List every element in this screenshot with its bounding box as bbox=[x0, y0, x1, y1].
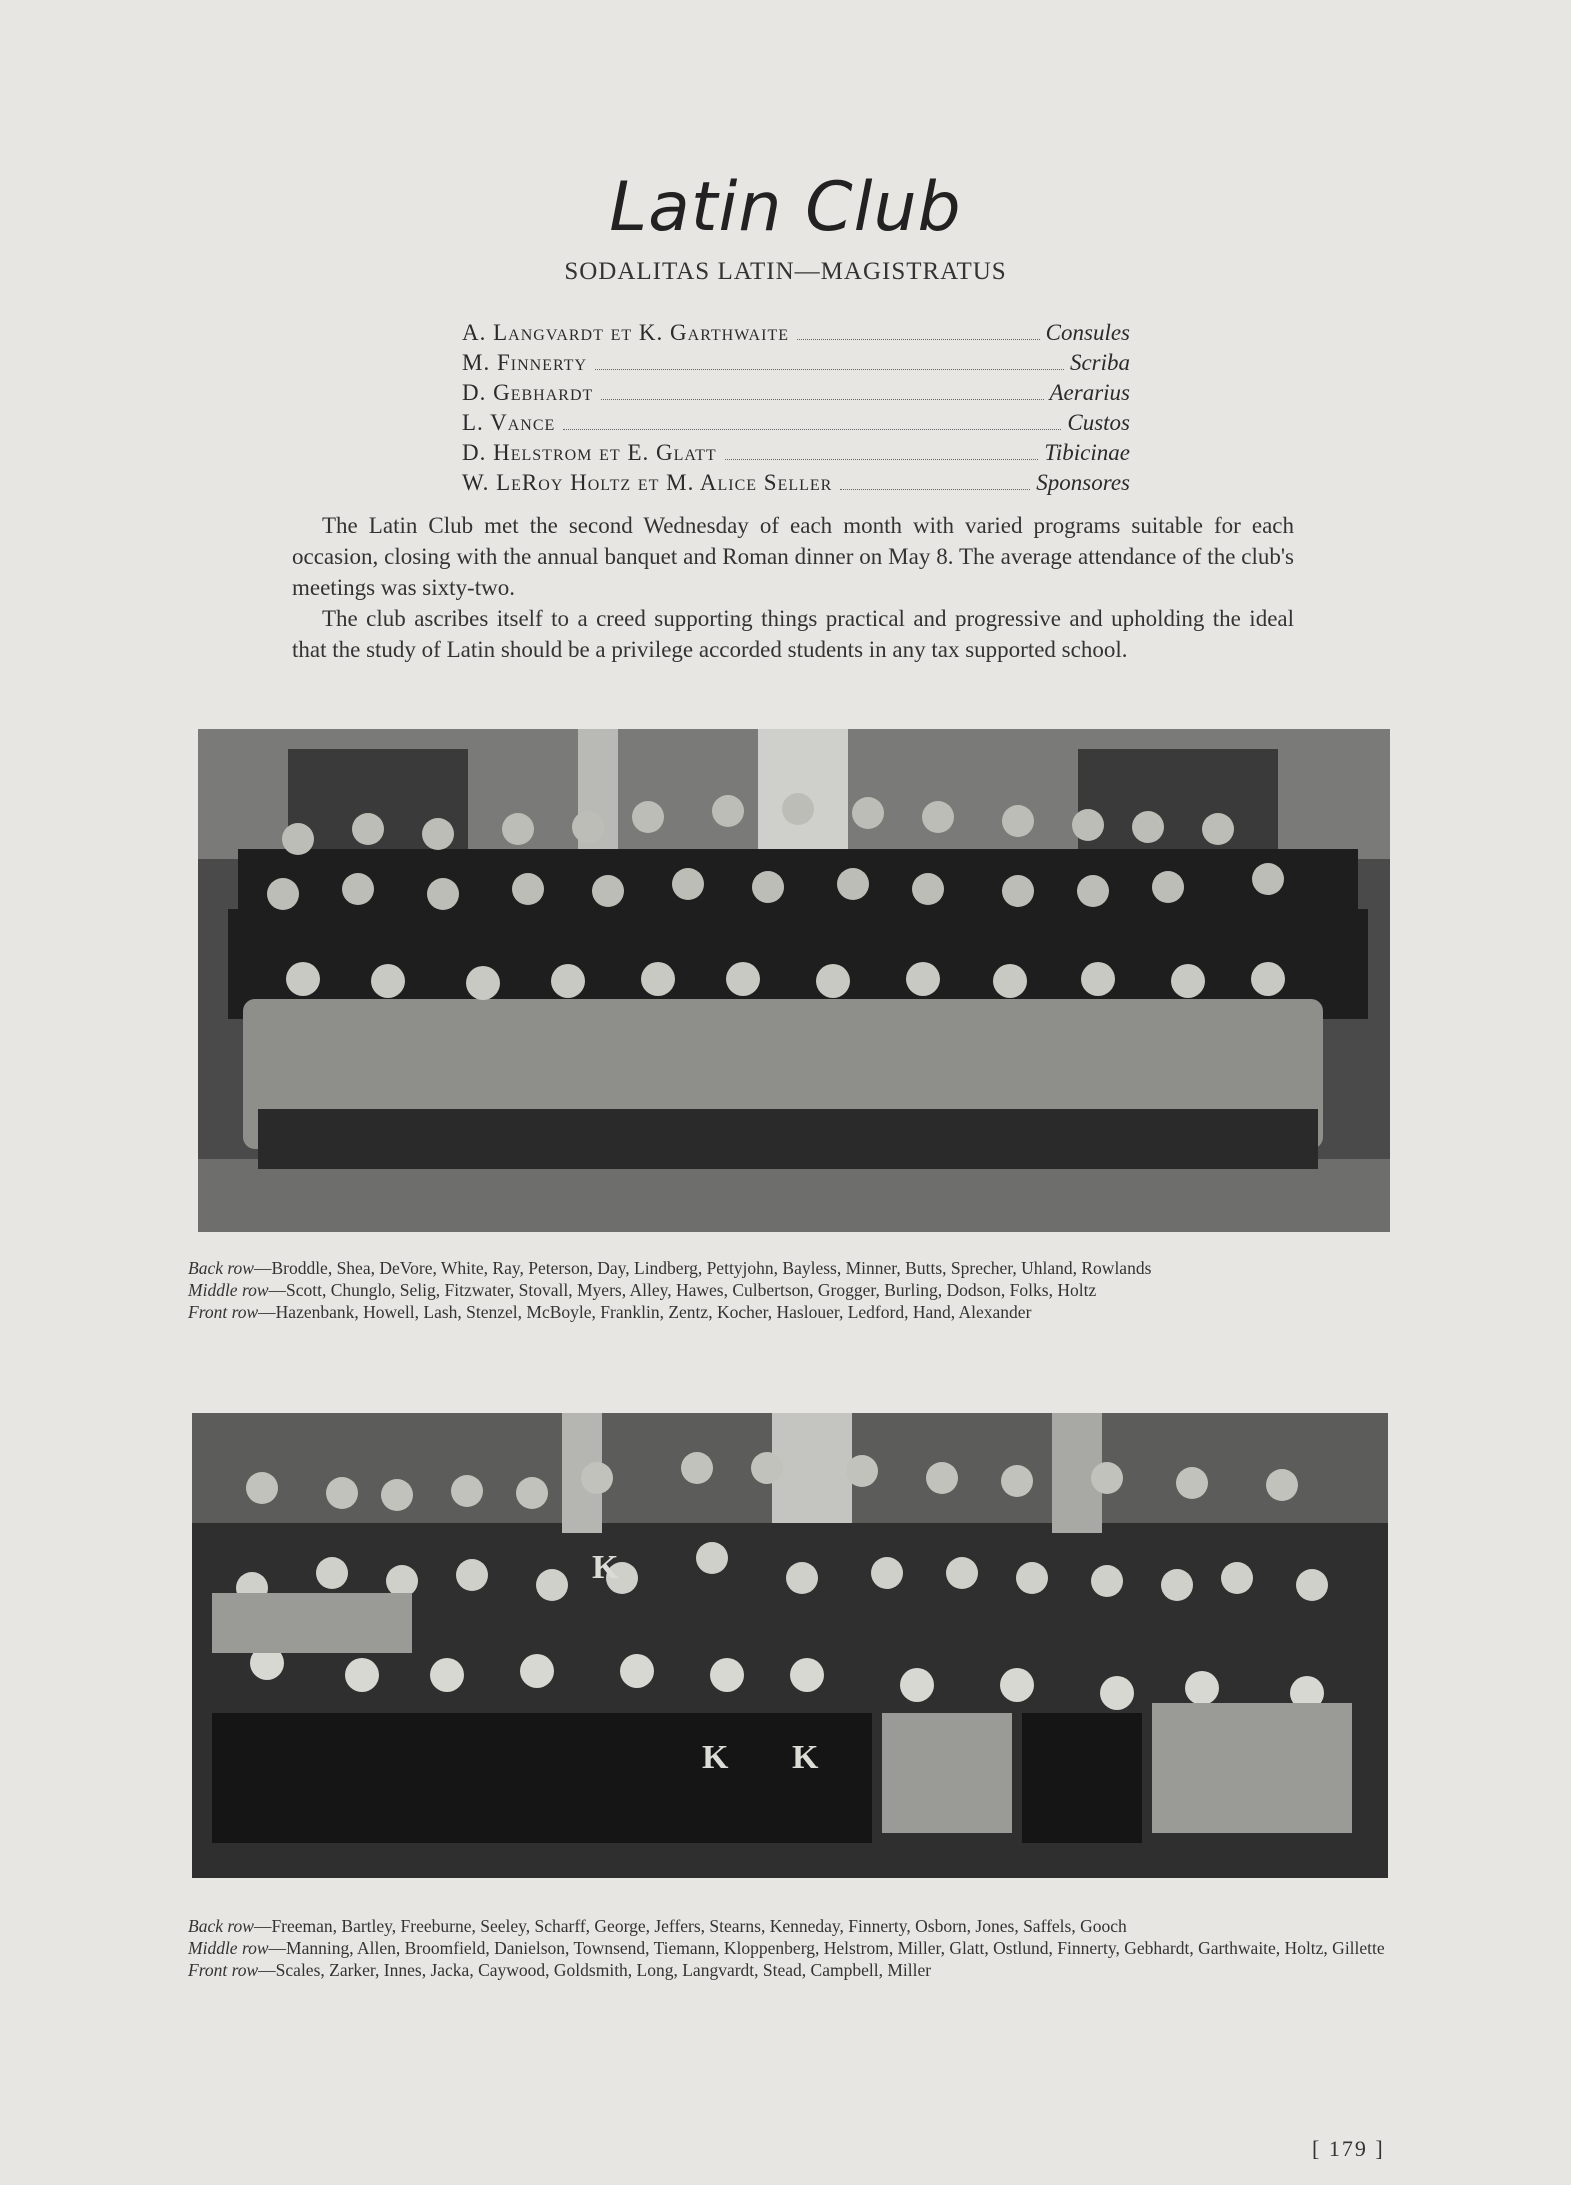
row-label: Front row bbox=[188, 1302, 259, 1322]
photo-2-caption bbox=[188, 1915, 1394, 1981]
row-label: Back row bbox=[188, 1916, 254, 1936]
officer-role: Aerarius bbox=[1049, 380, 1130, 405]
club-description bbox=[292, 510, 1294, 665]
dot-leader bbox=[797, 339, 1040, 340]
row-label: Middle row bbox=[188, 1938, 269, 1958]
officer-name: L. Vance bbox=[462, 410, 556, 435]
row-names: —Manning, Allen, Broomfield, Danielson, Townsend, Tiemann, Kloppenberg, Helstrom, Miller, Glatt, Ostlund, Finnerty, Gebhardt, Garthwaite, Holtz, Gillette bbox=[268, 1938, 1385, 1958]
caption-front-row bbox=[188, 1301, 1394, 1323]
officer-role: Sponsores bbox=[1036, 470, 1130, 495]
row-names: —Broddle, Shea, DeVore, White, Ray, Peterson, Day, Lindberg, Pettyjohn, Bayless, Minner, Butts, Sprecher, Uhland, Rowlands bbox=[253, 1258, 1152, 1278]
group-photo-2-image bbox=[192, 1413, 1388, 1878]
officer-row bbox=[462, 350, 1130, 380]
officer-name: W. LeRoy Holtz et M. Alice Seller bbox=[462, 470, 833, 495]
paragraph: The club ascribes itself to a creed supporting things practical and progressive and upholding the ideal that the study of Latin should be a privilege accorded students in any tax supported school. bbox=[292, 606, 1294, 662]
caption-back-row bbox=[188, 1257, 1394, 1279]
svg-text:K: K bbox=[792, 1739, 819, 1776]
row-label: Back row bbox=[188, 1258, 254, 1278]
officer-row bbox=[462, 380, 1130, 410]
group-photo-2 bbox=[192, 1413, 1388, 1878]
row-names: —Scales, Zarker, Innes, Jacka, Caywood, Goldsmith, Long, Langvardt, Stead, Campbell, Miller bbox=[258, 1960, 932, 1980]
row-names: —Freeman, Bartley, Freeburne, Seeley, Scharff, George, Jeffers, Stearns, Kenneday, Finnerty, Osborn, Jones, Saffels, Gooch bbox=[253, 1916, 1127, 1936]
caption-front-row bbox=[188, 1959, 1394, 1981]
officer-role: Scriba bbox=[1069, 350, 1130, 375]
officer-name: A. Langvardt et K. Garthwaite bbox=[462, 320, 789, 345]
officer-role: Custos bbox=[1067, 410, 1130, 435]
row-label: Middle row bbox=[188, 1280, 269, 1300]
officer-row bbox=[462, 320, 1130, 350]
dot-leader bbox=[595, 369, 1064, 370]
row-names: —Hazenbank, Howell, Lash, Stenzel, McBoyle, Franklin, Zentz, Kocher, Haslouer, Ledford, Hand, Alexander bbox=[258, 1302, 1032, 1322]
officer-row bbox=[462, 470, 1130, 500]
photo-1-caption bbox=[188, 1257, 1394, 1323]
dot-leader bbox=[840, 489, 1030, 490]
dot-leader bbox=[601, 399, 1043, 400]
officer-name: M. Finnerty bbox=[462, 350, 587, 375]
page-subtitle: SODALITAS LATIN—MAGISTRATUS bbox=[564, 258, 1007, 285]
svg-text:K: K bbox=[702, 1739, 729, 1776]
group-photo-1 bbox=[198, 729, 1390, 1232]
officer-list bbox=[462, 320, 1130, 500]
officer-row bbox=[462, 440, 1130, 470]
officer-name: D. Gebhardt bbox=[462, 380, 594, 405]
dot-leader bbox=[563, 429, 1061, 430]
row-label: Front row bbox=[188, 1960, 259, 1980]
caption-middle-row bbox=[188, 1279, 1394, 1301]
officer-role: Consules bbox=[1045, 320, 1130, 345]
officer-name: D. Helstrom et E. Glatt bbox=[462, 440, 717, 465]
dot-leader bbox=[725, 459, 1039, 460]
caption-back-row bbox=[188, 1915, 1394, 1937]
caption-middle-row bbox=[188, 1937, 1394, 1959]
officer-row bbox=[462, 410, 1130, 440]
group-photo-1-image bbox=[198, 729, 1390, 1232]
page-number: [ 179 ] bbox=[1312, 2136, 1385, 2161]
officer-role: Tibicinae bbox=[1044, 440, 1130, 465]
page-title: Latin Club bbox=[609, 168, 962, 247]
paragraph: The Latin Club met the second Wednesday of each month with varied programs suitable for each occasion, closing with the annual banquet and Roman dinner on May 8. The average attendance of the club's meetings was sixty-two. bbox=[292, 513, 1294, 600]
row-names: —Scott, Chunglo, Selig, Fitzwater, Stovall, Myers, Alley, Hawes, Culbertson, Grogger, Burling, Dodson, Folks, Holtz bbox=[268, 1280, 1097, 1300]
svg-text:K: K bbox=[592, 1549, 619, 1586]
